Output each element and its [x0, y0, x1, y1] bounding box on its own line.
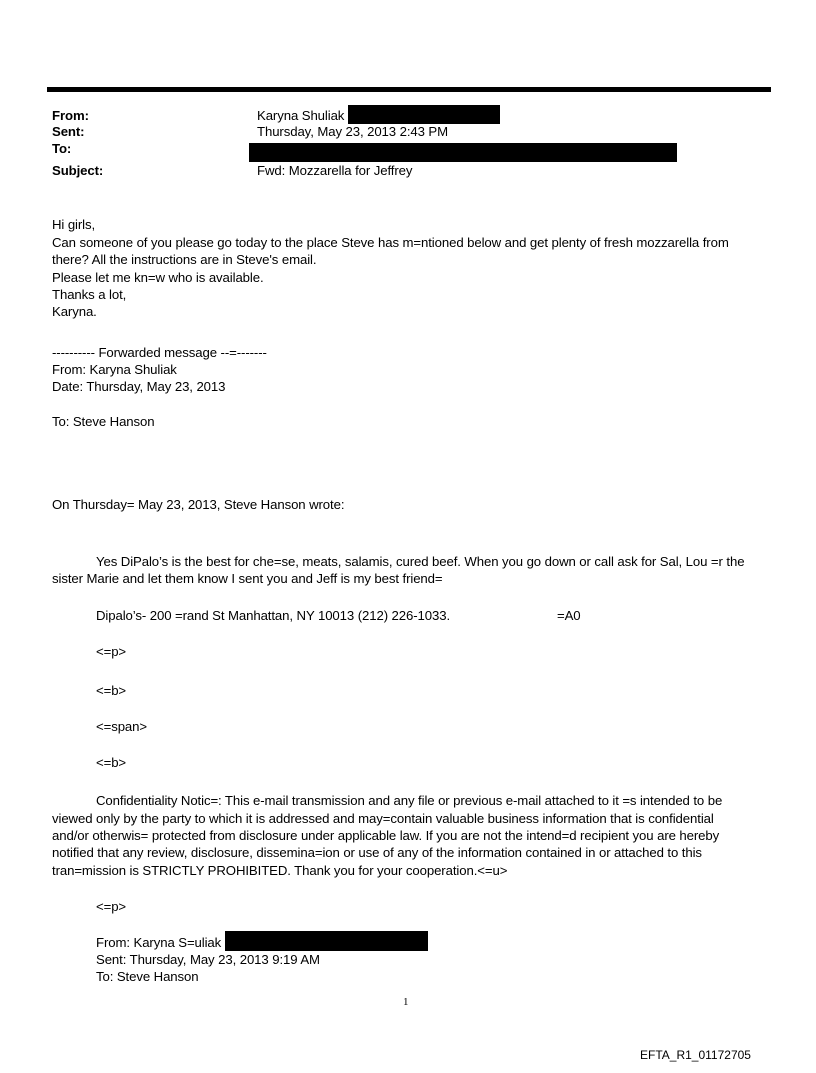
- fwd-from: From: Karyna Shuliak: [52, 362, 177, 377]
- confidentiality-line: tran=mission is STRICTLY PROHIBITED. Thank you for your cooperation.<=u>: [52, 863, 508, 878]
- html-tag: <=b>: [96, 755, 127, 770]
- body-line: Karyna.: [52, 304, 97, 319]
- redaction-box: [225, 931, 428, 951]
- body-line: Please let me kn=w who is available.: [52, 270, 264, 285]
- fwd-date: Date: Thursday, May 23, 2013: [52, 379, 226, 394]
- sent-value: Thursday, May 23, 2013 2:43 PM: [257, 124, 449, 139]
- header-rule: [47, 87, 771, 92]
- from-value: Karyna Shuliak: [257, 108, 345, 123]
- html-tag: <=b>: [96, 683, 127, 698]
- body-line: Thanks a lot,: [52, 287, 127, 302]
- greeting: Hi girls,: [52, 217, 96, 232]
- body-line: there? All the instructions are in Steve's email.: [52, 252, 317, 267]
- subject-value: Fwd: Mozzarella for Jeffrey: [257, 163, 413, 178]
- confidentiality-line: Confidentiality Notic=: This e-mail transmission and any file or previous e-mail attached to it =s intended to be: [96, 793, 723, 808]
- sent-label: Sent:: [52, 124, 85, 139]
- address-tail: =A0: [557, 608, 581, 623]
- orig-to: To: Steve Hanson: [96, 969, 199, 984]
- forwarded-header: ---------- Forwarded message --=-------: [52, 345, 267, 360]
- quote-intro: On Thursday= May 23, 2013, Steve Hanson wrote:: [52, 497, 345, 512]
- document-id: EFTA_R1_01172705: [640, 1048, 751, 1062]
- to-label: To:: [52, 141, 72, 156]
- confidentiality-line: viewed only by the party to which it is addressed and may=contain valuable business information that is confidential: [52, 811, 714, 826]
- html-tag: <=p>: [96, 644, 127, 659]
- page-number: 1: [403, 996, 409, 1008]
- body-line: Can someone of you please go today to the place Steve has m=ntioned below and get plenty of fresh mozzarella from: [52, 235, 729, 250]
- html-tag: <=p>: [96, 899, 127, 914]
- confidentiality-line: notified that any review, disclosure, dissemina=ion or use of any of the information contained in or attached to this: [52, 845, 702, 860]
- orig-from: From: Karyna S=uliak: [96, 935, 222, 950]
- fwd-to: To: Steve Hanson: [52, 414, 155, 429]
- address: Dipalo’s- 200 =rand St Manhattan, NY 10013 (212) 226-1033.: [96, 608, 451, 623]
- orig-sent: Sent: Thursday, May 23, 2013 9:19 AM: [96, 952, 320, 967]
- confidentiality-line: and/or otherwis= protected from disclosure under applicable law. If you are not the intend=d recipient you are hereby: [52, 828, 720, 843]
- redaction-box: [348, 105, 500, 124]
- reply-line: Yes DiPalo’s is the best for che=se, meats, salamis, cured beef. When you go down or call ask for Sal, Lou =r the: [96, 554, 745, 569]
- html-tag: <=span>: [96, 719, 148, 734]
- reply-line: sister Marie and let them know I sent you and Jeff is my best friend=: [52, 571, 443, 586]
- subject-label: Subject:: [52, 163, 104, 178]
- from-label: From:: [52, 108, 89, 123]
- redaction-box: [249, 143, 677, 162]
